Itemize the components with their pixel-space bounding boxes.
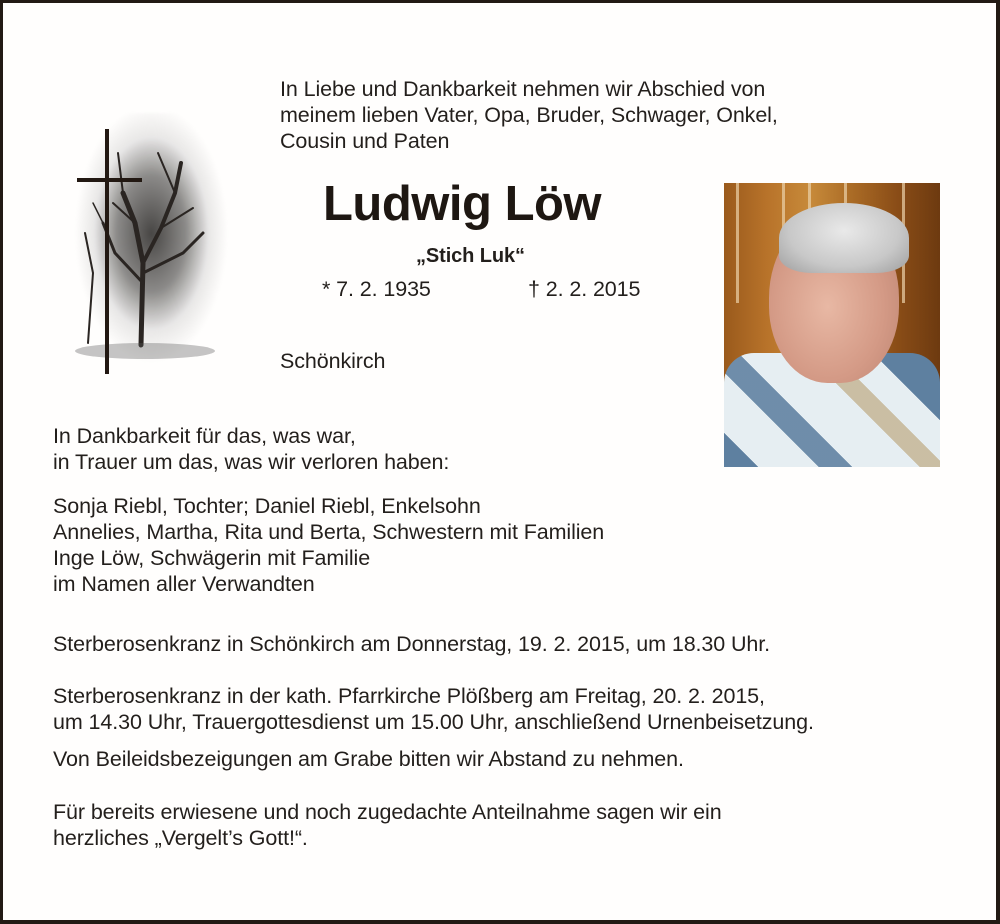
- gratitude-line: in Trauer um das, was wir verloren haben:: [53, 450, 450, 474]
- mourner: Inge Löw, Schwägerin mit Familie: [53, 546, 371, 570]
- intro-line: Cousin und Paten: [280, 129, 450, 153]
- mourners-list: [53, 493, 604, 597]
- death-date: † 2. 2. 2015: [528, 277, 641, 301]
- rosary-ploessberg: [53, 683, 814, 735]
- gratitude-line: In Dankbarkeit für das, was war,: [53, 424, 356, 448]
- place: Schönkirch: [280, 349, 386, 373]
- mourner: Annelies, Martha, Rita und Berta, Schwestern mit Familien: [53, 520, 605, 544]
- intro-line: In Liebe und Dankbarkeit nehmen wir Abschied von: [280, 77, 766, 101]
- hair: [779, 203, 909, 273]
- thanks-text: [53, 799, 722, 851]
- birth-date: * 7. 2. 1935: [322, 277, 431, 301]
- cross-bar: [77, 178, 142, 182]
- thanks-line: Für bereits erwiesene und noch zugedachte Anteilnahme sagen wir ein: [53, 800, 722, 824]
- gratitude-text: [53, 423, 449, 475]
- rosary-line: um 14.30 Uhr, Trauergottesdienst um 15.00 Uhr, anschließend Urnenbeisetzung.: [53, 710, 814, 734]
- portrait-photo: [724, 183, 940, 467]
- cross-icon: [105, 129, 109, 374]
- mourner: im Namen aller Verwandten: [53, 572, 315, 596]
- intro-line: meinem lieben Vater, Opa, Bruder, Schwager, Onkel,: [280, 103, 778, 127]
- intro-text: [280, 76, 778, 154]
- rosary-schoenkirch: Sterberosenkranz in Schönkirch am Donnerstag, 19. 2. 2015, um 18.30 Uhr.: [53, 632, 771, 656]
- mourner: Sonja Riebl, Tochter; Daniel Riebl, Enkelsohn: [53, 494, 481, 518]
- rosary-line: Sterberosenkranz in der kath. Pfarrkirche Plößberg am Freitag, 20. 2. 2015,: [53, 684, 765, 708]
- deceased-name: Ludwig Löw: [323, 177, 602, 231]
- condolence-note: Von Beileidsbezeigungen am Grabe bitten wir Abstand zu nehmen.: [53, 747, 684, 771]
- nickname: „Stich Luk“: [416, 245, 525, 267]
- tree-icon: [63, 113, 233, 381]
- thanks-line: herzliches „Vergelt’s Gott!“.: [53, 826, 308, 850]
